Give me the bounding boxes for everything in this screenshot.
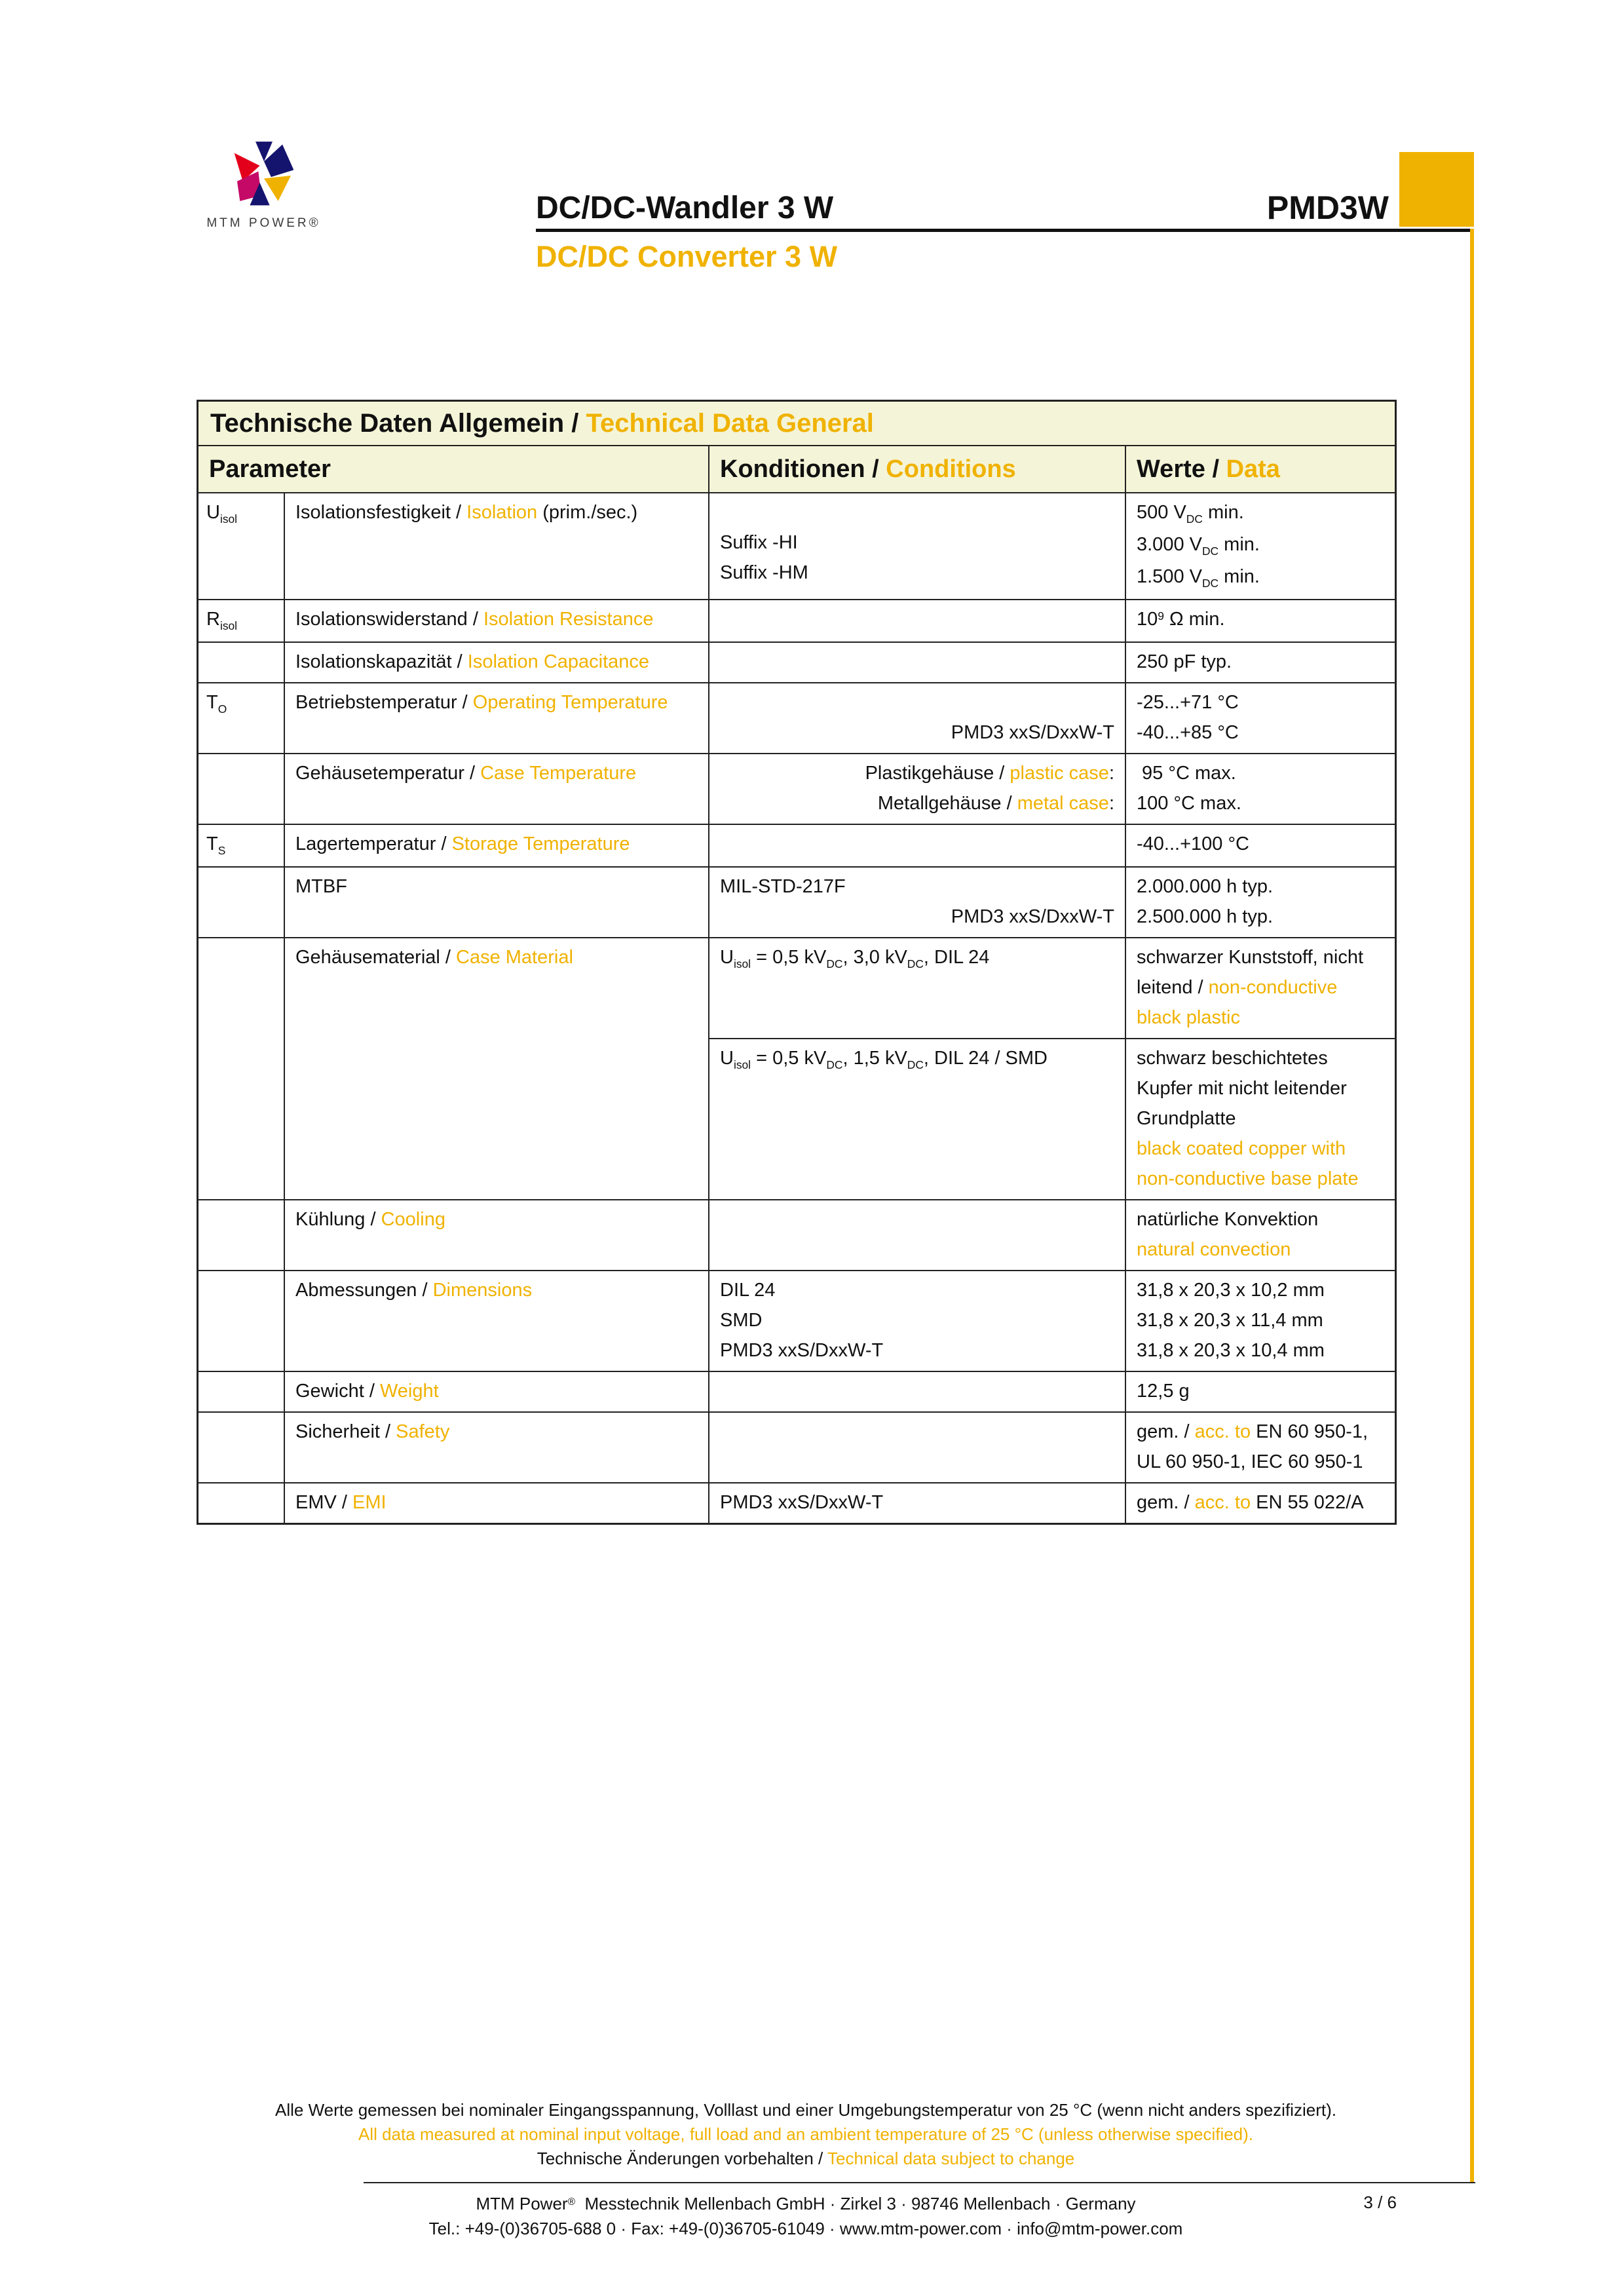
- cell-values: natürliche Konvektion natural convection: [1125, 1199, 1395, 1270]
- table-row: [198, 866, 1395, 937]
- cell-symbol: [198, 1371, 284, 1411]
- technical-data-table: [197, 400, 1397, 1525]
- cell-conditions: [708, 641, 1125, 682]
- table-body: [198, 493, 1395, 1523]
- table-row: [198, 493, 1395, 599]
- brand-logo: [206, 140, 321, 231]
- footer-rule: [364, 2182, 1475, 2183]
- table-row: [198, 1199, 1395, 1270]
- cell-conditions: $U_{isol} = 0,5$ $kV_{DC}$, 3,0 $kV_{DC}$, DIL 24: [708, 937, 1125, 1038]
- cell-conditions: Suffix -HI Suffix -HM: [708, 493, 1125, 599]
- column-header-conditions: Konditionen / Conditions: [708, 446, 1125, 492]
- cell-symbol: [198, 641, 284, 682]
- cell-symbol: [198, 866, 284, 937]
- cell-values: $10^9$ Ω min.: [1125, 599, 1395, 641]
- cell-symbol: $R_{isol}$: [198, 599, 284, 641]
- cell-parameter: Betriebstemperatur / Operating Temperature: [284, 682, 708, 753]
- table-row: [198, 1482, 1395, 1523]
- cell-values: schwarz beschichtetes Kupfer mit nicht leitender Grundplatte black coated copper with non-conductive base plate: [1125, 1038, 1395, 1199]
- footnotes: [197, 2098, 1415, 2171]
- cell-values: 500 $V_{DC}$ min. 3.000 $V_{DC}$ min. 1.500 $V_{DC}$ min.: [1125, 493, 1395, 599]
- column-header-parameter: Parameter: [209, 455, 331, 483]
- page-title-en: DC/DC Converter 3 W: [536, 240, 838, 273]
- cell-symbol: [198, 1270, 284, 1371]
- cell-parameter: Gehäusematerial / Case Material: [284, 937, 708, 1038]
- table-title: Technische Daten Allgemein / Technical Data General: [198, 402, 1395, 446]
- table-row: [198, 937, 1395, 1038]
- cell-conditions: PMD3 xxS/DxxW-T: [708, 1482, 1125, 1523]
- cell-conditions: Plastikgehäuse / plastic case: Metallgehäuse / metal case:: [708, 753, 1125, 824]
- cell-values: 2.000.000 h typ. 2.500.000 h typ.: [1125, 866, 1395, 937]
- cell-parameter: MTBF: [284, 866, 708, 937]
- mtm-logo-icon: [227, 140, 301, 211]
- cell-conditions: [708, 599, 1125, 641]
- cell-parameter: Lagertemperatur / Storage Temperature: [284, 824, 708, 866]
- product-code: PMD3W: [1266, 189, 1389, 226]
- cell-values: gem. / acc. to EN 60 950-1, UL 60 950-1, IEC 60 950-1: [1125, 1411, 1395, 1482]
- accent-vertical-line: [1470, 229, 1474, 2183]
- cell-symbol: [198, 937, 284, 1038]
- brand-name: MTM POWER®: [206, 216, 321, 230]
- cell-conditions: [708, 824, 1125, 866]
- cell-parameter: [284, 1038, 708, 1199]
- footnote-de: Alle Werte gemessen bei nominaler Eingangsspannung, Volllast und einer Umgebungstemperatur von 25 °C (wenn nicht anders spezifiziert).: [275, 2100, 1336, 2120]
- cell-symbol: $T_O$: [198, 682, 284, 753]
- table-row: [198, 1038, 1395, 1199]
- cell-symbol: [198, 1482, 284, 1523]
- cell-conditions: MIL-STD-217F PMD3 xxS/DxxW-T: [708, 866, 1125, 937]
- table-row: [198, 599, 1395, 641]
- cell-parameter: Kühlung / Cooling: [284, 1199, 708, 1270]
- cell-symbol: $T_S$: [198, 824, 284, 866]
- table-row: [198, 753, 1395, 824]
- table-row: [198, 682, 1395, 753]
- cell-conditions: [708, 1199, 1125, 1270]
- page-title-de: DC/DC-Wandler 3 W: [536, 191, 834, 225]
- table-header-row: [198, 446, 1395, 493]
- cell-parameter: Gewicht / Weight: [284, 1371, 708, 1411]
- cell-conditions: [708, 1411, 1125, 1482]
- footer-company-line: MTM Power® Messtechnik Mellenbach GmbH · Zirkel 3 · 98746 Mellenbach · Germany: [476, 2194, 1136, 2213]
- cell-parameter: Sicherheit / Safety: [284, 1411, 708, 1482]
- cell-values: 31,8 x 20,3 x 10,2 mm 31,8 x 20,3 x 11,4 mm 31,8 x 20,3 x 10,4 mm: [1125, 1270, 1395, 1371]
- table-row: [198, 1270, 1395, 1371]
- cell-parameter: Gehäusetemperatur / Case Temperature: [284, 753, 708, 824]
- cell-symbol: [198, 1199, 284, 1270]
- cell-conditions: [708, 1371, 1125, 1411]
- accent-square: [1399, 152, 1474, 227]
- cell-values: -40...+100 °C: [1125, 824, 1395, 866]
- cell-symbol: $U_{isol}$: [206, 502, 238, 526]
- cell-parameter: Isolationsfestigkeit / Isolation (prim./sec.): [284, 493, 708, 599]
- cell-values: 95 °C max. 100 °C max.: [1125, 753, 1395, 824]
- table-row: [198, 1411, 1395, 1482]
- cell-values: gem. / acc. to EN 55 022/A: [1125, 1482, 1395, 1523]
- cell-conditions: PMD3 xxS/DxxW-T: [708, 682, 1125, 753]
- cell-values: schwarzer Kunststoff, nicht leitend / non-conductive black plastic: [1125, 937, 1395, 1038]
- footer-contact-line: Tel.: +49-(0)36705-688 0 · Fax: +49-(0)36705-61049 · www.mtm-power.com · info@mtm-power.com: [428, 2219, 1183, 2238]
- cell-parameter: Isolationskapazität / Isolation Capacitance: [284, 641, 708, 682]
- cell-values: 12,5 g: [1125, 1371, 1395, 1411]
- cell-symbol: [198, 1038, 284, 1199]
- footnote-revision: Technische Änderungen vorbehalten / Technical data subject to change: [537, 2149, 1075, 2168]
- cell-symbol: [198, 753, 284, 824]
- table-row: [198, 641, 1395, 682]
- cell-parameter: EMV / EMI: [284, 1482, 708, 1523]
- column-header-values: Werte / Data: [1125, 446, 1395, 492]
- table-row: [198, 1371, 1395, 1411]
- footnote-en: All data measured at nominal input voltage, full load and an ambient temperature of 25 °C (unless otherwise specified).: [358, 2124, 1254, 2144]
- cell-parameter: Abmessungen / Dimensions: [284, 1270, 708, 1371]
- cell-conditions: $U_{isol} = 0,5$ $kV_{DC}$, 1,5 $kV_{DC}$, DIL 24 / SMD: [708, 1038, 1125, 1199]
- table-row: [198, 824, 1395, 866]
- page-number: 3 / 6: [1363, 2192, 1397, 2212]
- cell-symbol: [198, 1411, 284, 1482]
- cell-parameter: Isolationswiderstand / Isolation Resistance: [284, 599, 708, 641]
- cell-values: -25...+71 °C -40...+85 °C: [1125, 682, 1395, 753]
- cell-conditions: DIL 24 SMD PMD3 xxS/DxxW-T: [708, 1270, 1125, 1371]
- header-rule: [536, 229, 1474, 232]
- cell-values: 250 pF typ.: [1125, 641, 1395, 682]
